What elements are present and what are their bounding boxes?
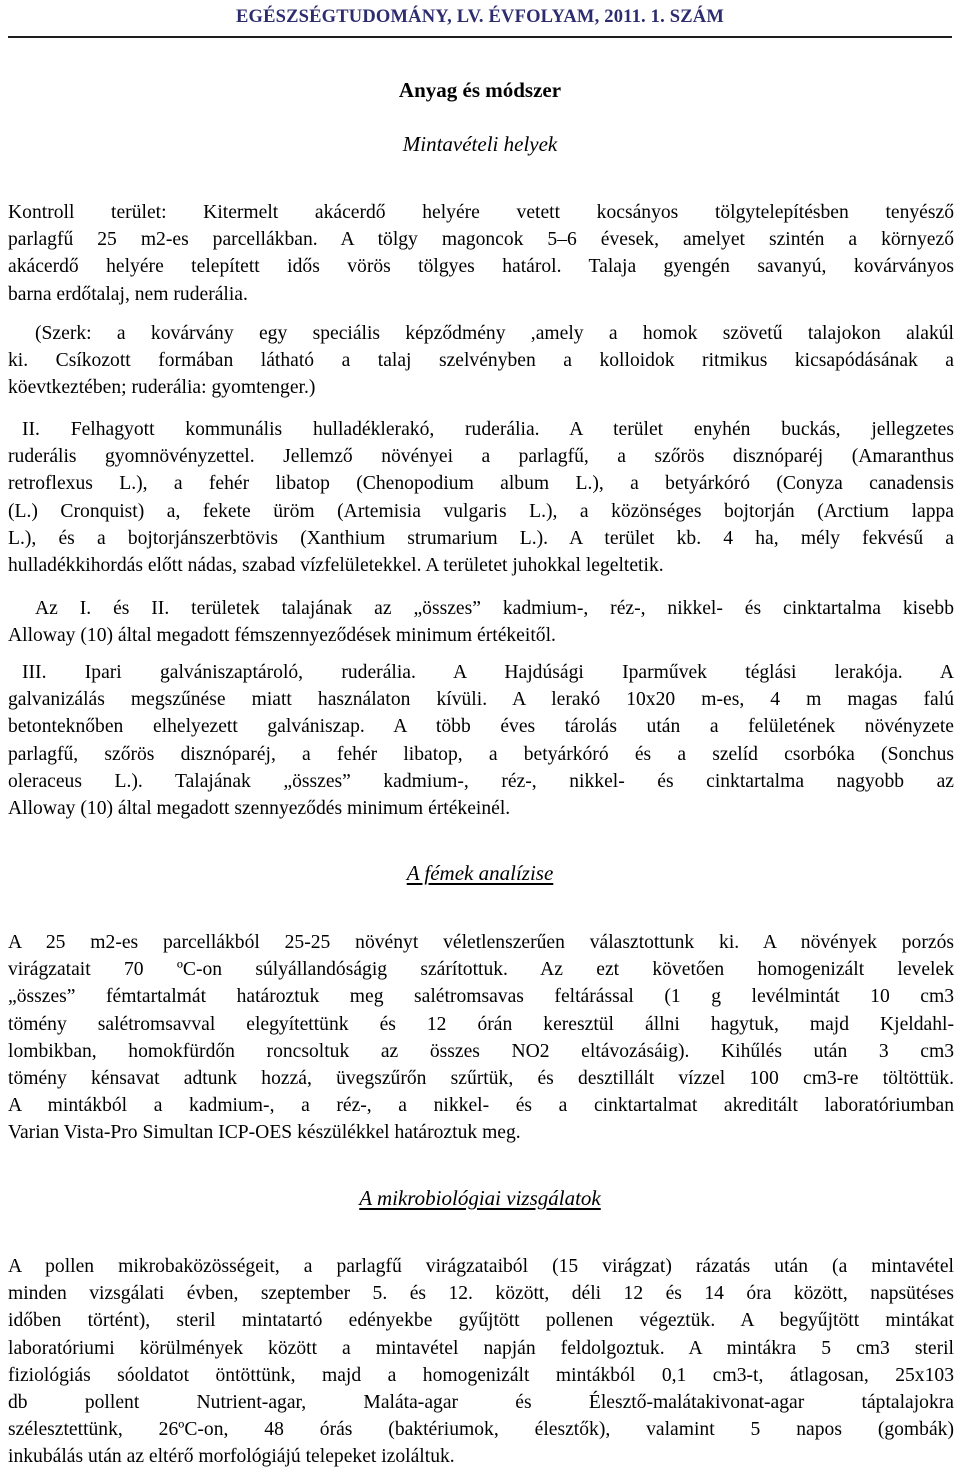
text-line: db pollent Nutrient-agar, Maláta-agar és Élesztő-malátakivonat-agar táptalajokra xyxy=(8,1391,954,1413)
text-line: tömény kénsavat adtunk hozzá, üvegszűrőn szűrtük, és desztillált vízzel 100 cm3-re töltöttük. xyxy=(8,1067,954,1089)
paragraph-sites-comparison xyxy=(8,595,954,649)
text-line: A mintákból a kadmium-, a réz-, a nikkel- és a cinktartalmat akreditált laboratóriumban xyxy=(8,1095,954,1117)
text-line: szélesztettünk, 26ºC-on, 48 órás (baktériumok, élesztők), valamint 5 napos (gombák) xyxy=(8,1419,954,1441)
text-line: lombikban, homokfürdőn roncsoltuk az összes NO2 eltávozásáig). Kihűlés után 3 cm3 xyxy=(8,1040,954,1062)
paragraph-metal-analysis xyxy=(8,929,954,1147)
text-line: (L.) Cronquist) a, fekete üröm (Artemisia vulgaris L.), a közönséges bojtorján (Arctium lappa xyxy=(8,500,954,522)
text-line: Varian Vista-Pro Simultan ICP-OES készülékkel határoztuk meg. xyxy=(8,1122,521,1144)
text-line: hulladékkihordás előtt nádas, szabad vízfelületekkel. A területet juhokkal legeltetik. xyxy=(8,554,664,576)
paragraph-microbiology xyxy=(8,1253,954,1471)
text-line: Alloway (10) által megadott fémszennyeződések minimum értékeitől. xyxy=(8,625,556,647)
text-line: ruderális gyomnövényzettel. Jellemző növényei a parlagfű, a szőrös disznóparéj (Amaranthus xyxy=(8,446,954,468)
text-line: fiziológiás sóoldatot öntöttünk, majd a homogenizált mintákból 0,1 cm3-t, átlagosan, 25x103 xyxy=(8,1364,954,1386)
text-line: betonteknőben elhelyezett galvániszap. A több éves tárolás után a felületének növényzete xyxy=(8,716,954,738)
running-header: EGÉSZSÉGTUDOMÁNY, LV. ÉVFOLYAM, 2011. 1. SZÁM xyxy=(235,7,725,27)
text-line: Az I. és II. területek talajának az „összes” kadmium-, réz-, nikkel- és cinktartalma kisebb xyxy=(35,598,954,619)
text-line: parlagfű, szőrös disznóparéj, a fehér libatop, a betyárkóró és a szelíd csorbóka (Sonchus xyxy=(8,743,954,765)
text-line: minden vizsgálati évben, szeptember 5. és 12. között, déli 12 és 14 óra között, napsütéses xyxy=(8,1283,954,1305)
text-line: (Szerk: a kovárvány egy speciális képződmény ,amely a homok szövetű talajokon alakúl xyxy=(35,323,954,344)
text-line: köevtkeztében; ruderália: gyomtenger.) xyxy=(8,377,316,399)
text-line: III. Ipari galvániszaptároló, ruderália. A Hajdúsági Iparművek téglási lerakója. A xyxy=(22,662,954,683)
subsection-title-metals: A fémek analízise xyxy=(406,861,554,885)
text-line: „összes” fémtartalmát határoztuk meg salétromsavas feltárással (1 g levélmintát 10 cm3 xyxy=(8,986,954,1008)
paragraph-site-three xyxy=(8,659,954,822)
text-line: tömény salétromsavval elegyítettünk és 12 órán keresztül állni hagytuk, majd Kjeldahl- xyxy=(8,1013,954,1035)
text-line: A pollen mikrobaközösségeit, a parlagfű virágzataiból (15 virágzat) rázatás után (a mintavétel xyxy=(8,1256,954,1277)
text-line: virágzatait 70 ºC-on súlyállandóságig szárítottuk. Az ezt követően homogenizált levelek xyxy=(8,959,954,981)
subsection-title-microbiology: A mikrobiológiai vizsgálatok xyxy=(359,1186,601,1210)
paragraph-site-two xyxy=(8,416,954,579)
text-line: akácerdő helyére telepített idős vörös tölgyes határol. Talaja gyengén savanyú, kovárványos xyxy=(8,256,954,278)
text-line: parlagfű 25 m2-es parcellákban. A tölgy magoncok 5–6 évesek, amelyet szintén a környező xyxy=(8,229,954,251)
subsection-title-sampling: Mintavételi helyek xyxy=(402,132,558,156)
text-line: oleraceus L.). Talajának „összes” kadmium-, réz-, nikkel- és cinktartalma nagyobb az xyxy=(8,770,954,792)
text-line: barna erdőtalaj, nem ruderália. xyxy=(8,283,248,305)
text-line: Alloway (10) által megadott szennyeződés minimum értékeinél. xyxy=(8,797,511,819)
text-line: inkubálás után az eltérő morfológiájú telepeket izoláltuk. xyxy=(8,1446,455,1468)
section-title: Anyag és módszer xyxy=(398,78,562,102)
text-line: A 25 m2-es parcellákból 25-25 növényt véletlenszerűen választottunk ki. A növények porzós xyxy=(8,932,954,953)
text-line: L.), és a bojtorjánszerbtövis (Xanthium strumarium L.). A terület kb. 4 ha, mély fekvésű a xyxy=(8,527,954,549)
text-line: laboratóriumi körülmények között a mintavétel napján feldolgoztuk. A mintákra 5 cm3 steril xyxy=(8,1337,954,1359)
header-rule xyxy=(8,36,952,38)
text-line: Kontroll terület: Kitermelt akácerdő helyére vetett kocsányos tölgytelepítésben tenyésző xyxy=(8,202,954,223)
text-line: retroflexus L.), a fehér libatop (Chenopodium album L.), a betyárkóró (Conyza canadensis xyxy=(8,473,954,495)
text-line: II. Felhagyott kommunális hulladéklerakó, ruderália. A terület enyhén buckás, jellegzetes xyxy=(22,419,954,440)
paragraph-editor-note xyxy=(8,320,954,402)
paragraph-control-site xyxy=(8,199,954,308)
text-line: ki. Csíkozott formában látható a talaj szelvényben a kolloidok ritmikus kicsapódásának a xyxy=(8,350,954,372)
text-line: időben történt), steril mintatartó edényekbe gyűjtött pollenen végeztük. A begyűjtött mintákat xyxy=(8,1310,954,1332)
text-line: galvanizálás megszűnése miatt használaton kívüli. A lerakó 10x20 m-es, 4 m magas falú xyxy=(8,689,954,711)
